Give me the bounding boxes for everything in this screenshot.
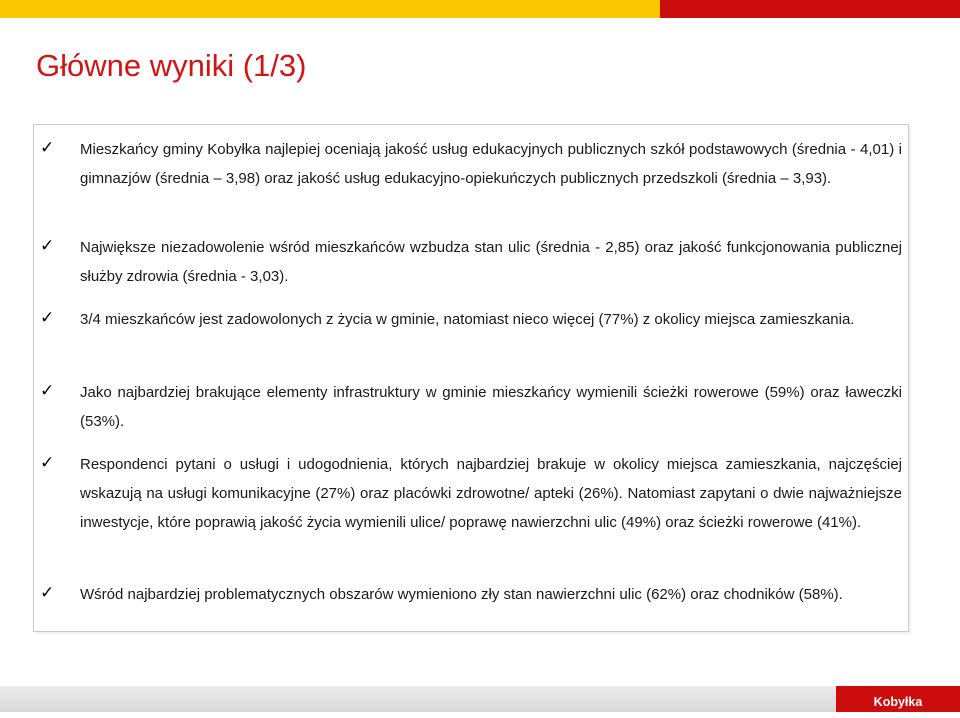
checkmark-icon: ✓ [40, 583, 55, 603]
bottom-bar-gray [0, 686, 960, 712]
finding-text: Mieszkańcy gminy Kobyłka najlepiej oceniają jakość usług edukacyjnych publicznych szkół podstawowych (średnia - 4,01) i gimnazjów (średnia – 3,98) oraz jakość usług edukacyjno-opiekuńczych publicznych przedszkoli (średnia – 3,93). [80, 141, 902, 187]
checkmark-icon: ✓ [40, 308, 55, 328]
slide-title: Główne wyniki (1/3) [36, 48, 307, 83]
checkmark-icon: ✓ [40, 236, 55, 256]
checkmark-icon: ✓ [40, 453, 55, 473]
checkmark-icon: ✓ [40, 381, 55, 401]
top-bar-yellow [0, 0, 660, 18]
finding-text: 3/4 mieszkańców jest zadowolonych z życia w gminie, natomiast nieco więcej (77%) z okolicy miejsca zamieszkania. [80, 311, 855, 328]
bottom-bar [0, 686, 960, 712]
finding-text: Wśród najbardziej problematycznych obszarów wymieniono zły stan nawierzchni ulic (62%) oraz chodników (58%). [80, 586, 843, 603]
finding-text: Największe niezadowolenie wśród mieszkańców wzbudza stan ulic (średnia - 2,85) oraz jakość funkcjonowania publicznej służby zdrowia (średnia - 3,03). [80, 239, 902, 285]
checkmark-icon: ✓ [40, 138, 55, 158]
top-color-bar [0, 0, 960, 18]
footer-badge: Kobyłka [836, 686, 960, 712]
finding-text: Jako najbardziej brakujące elementy infrastruktury w gminie mieszkańcy wymienili ścieżki rowerowe (59%) oraz ławeczki (53%). [80, 384, 902, 430]
content-box [33, 124, 909, 632]
finding-text: Respondenci pytani o usługi i udogodnienia, których najbardziej brakuje w okolicy miejsca zamieszkania, najczęściej wskazują na usługi komunikacyjne (27%) oraz placówki zdrowotne/ apteki (26%). Natomiast zapytani o dwie najważniejsze inwestycje, które poprawią jakość życia wymienili ulice/ poprawę nawierzchni ulic (49%) oraz ścieżki rowerowe (41%). [80, 456, 902, 531]
top-bar-red [660, 0, 960, 18]
